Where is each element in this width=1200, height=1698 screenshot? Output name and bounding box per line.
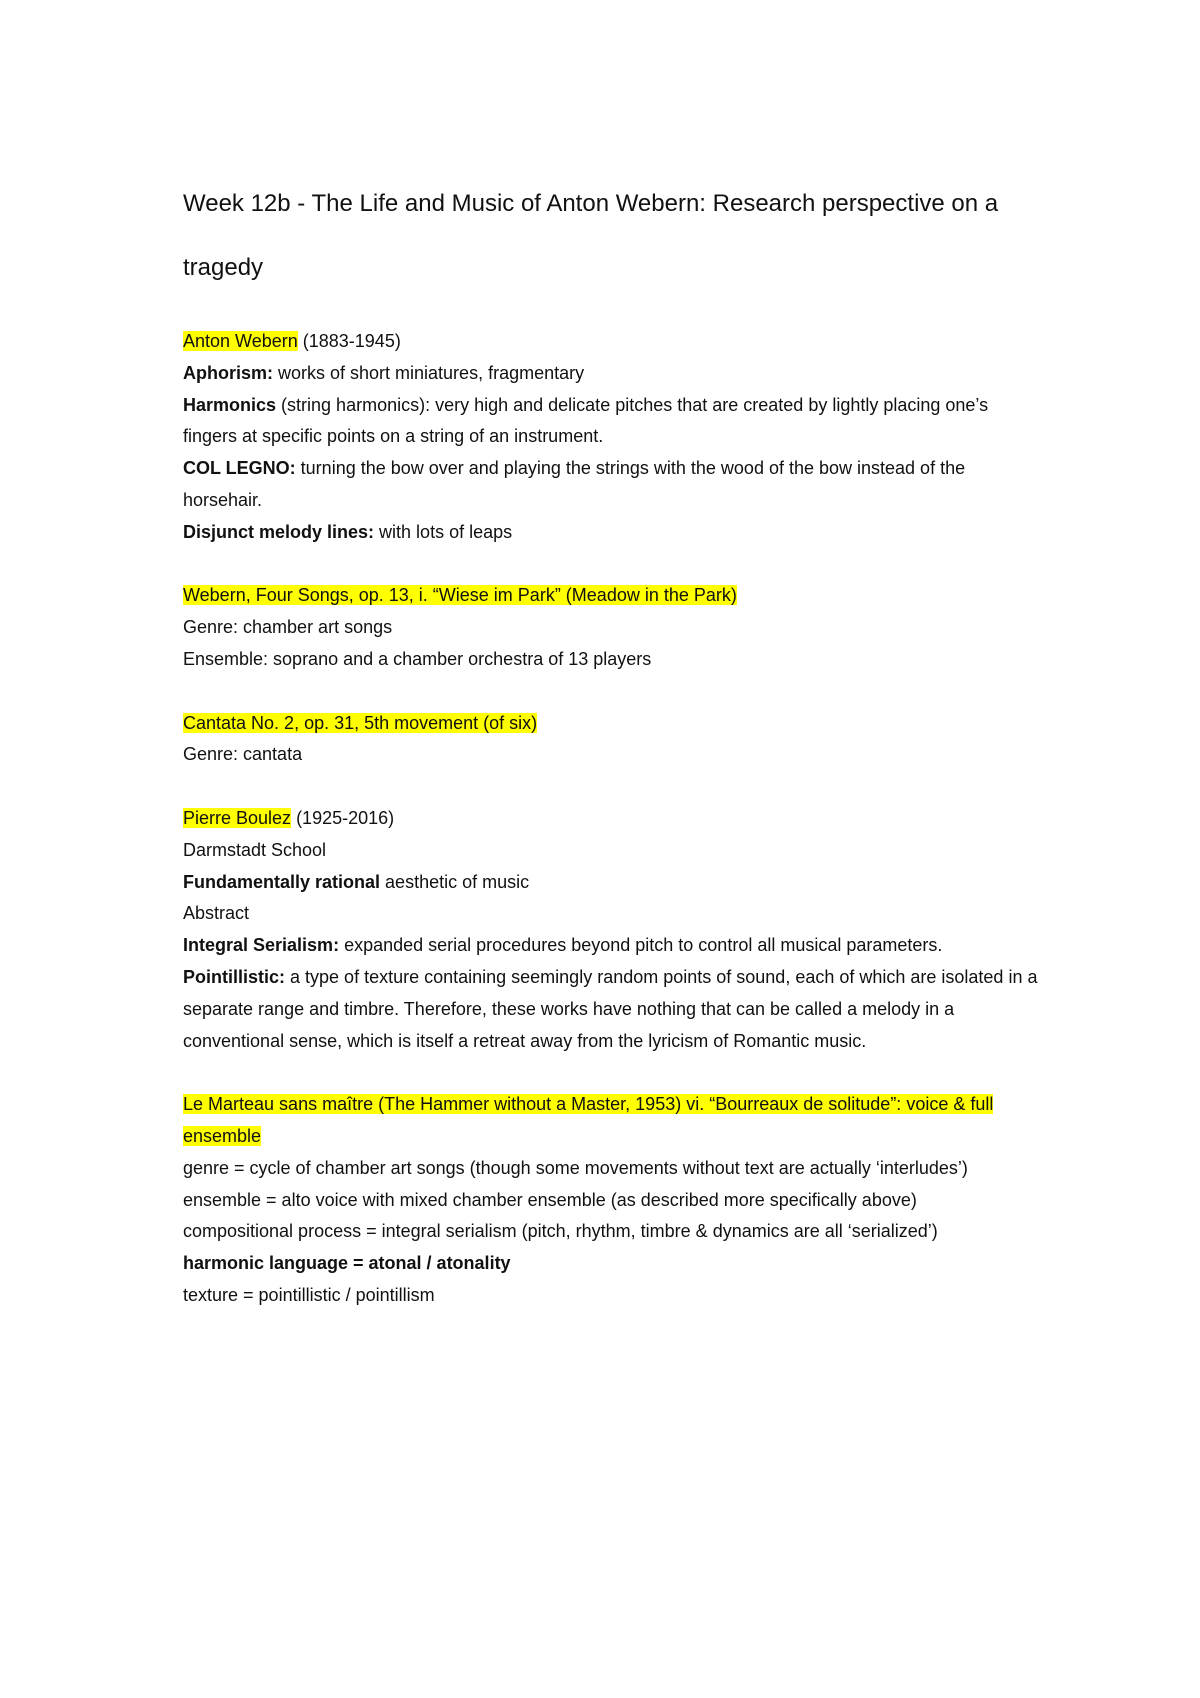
highlighted-heading: Anton Webern bbox=[183, 331, 298, 351]
definition: aesthetic of music bbox=[380, 871, 530, 892]
definition: turning the bow over and playing the strings with the wood of the bow instead of the horsehair. bbox=[183, 458, 966, 510]
term: COL LEGNO: bbox=[183, 458, 296, 479]
section-heading bbox=[183, 708, 1043, 740]
term: Harmonics bbox=[183, 394, 277, 415]
definition-line bbox=[183, 930, 1043, 962]
term: Fundamentally rational bbox=[183, 871, 381, 892]
info-line: compositional process = integral serialism (pitch, rhythm, timbre & dynamics are all ‘serialized’) bbox=[183, 1221, 938, 1242]
heading-dates: (1883-1945) bbox=[297, 331, 401, 351]
heading-dates: (1925-2016) bbox=[291, 807, 395, 828]
term: harmonic language = atonal / atonality bbox=[183, 1253, 511, 1274]
highlighted-heading: Pierre Boulez bbox=[183, 807, 292, 828]
section-four-songs bbox=[183, 580, 1043, 675]
section-pierre-boulez bbox=[183, 803, 1043, 1057]
definition: expanded serial procedures beyond pitch to control all musical parameters. bbox=[339, 935, 943, 956]
definition: a type of texture containing seemingly random points of sound, each of which are isolated in a separate range and timbre. Therefore, these works have nothing that can be called a melody in a conventional sense, which is itself a retreat away from the lyricism of Romantic music. bbox=[183, 966, 1038, 1051]
definition-line bbox=[183, 390, 1043, 454]
definition: (string harmonics): very high and delicate pitches that are created by lightly placing one’s fingers at specific points on a string of an instrument. bbox=[183, 394, 989, 447]
term: Disjunct melody lines: bbox=[183, 521, 375, 542]
section-cantata bbox=[183, 708, 1043, 772]
section-heading bbox=[183, 326, 1043, 358]
page-title: Week 12b - The Life and Music of Anton Webern: Research perspective on a tragedy bbox=[183, 190, 999, 281]
definition-line bbox=[183, 962, 1043, 1057]
info-line: texture = pointillistic / pointillism bbox=[183, 1284, 435, 1305]
definition-line bbox=[183, 867, 1043, 899]
term: Pointillistic: bbox=[183, 966, 286, 987]
document-content bbox=[183, 172, 1043, 1312]
term: Aphorism: bbox=[183, 362, 273, 383]
highlighted-heading: Cantata No. 2, op. 31, 5th movement (of six) bbox=[183, 712, 538, 733]
info-line: Darmstadt School bbox=[183, 839, 327, 860]
info-line: Genre: chamber art songs bbox=[183, 617, 393, 638]
info-line: ensemble = alto voice with mixed chamber ensemble (as described more specifically above) bbox=[183, 1189, 917, 1210]
info-line: genre = cycle of chamber art songs (though some movements without text are actually ‘interludes’) bbox=[183, 1157, 968, 1178]
term: Integral Serialism: bbox=[183, 935, 340, 956]
definition-line bbox=[183, 517, 1043, 549]
definition-line bbox=[183, 1248, 1043, 1280]
highlighted-heading: Webern, Four Songs, op. 13, i. “Wiese im Park” (Meadow in the Park) bbox=[183, 585, 737, 606]
section-anton-webern bbox=[183, 326, 1043, 549]
info-line: Ensemble: soprano and a chamber orchestra of 13 players bbox=[183, 648, 652, 669]
info-line: Abstract bbox=[183, 903, 250, 924]
definition-line bbox=[183, 358, 1043, 390]
section-heading bbox=[183, 803, 1043, 835]
info-line: Genre: cantata bbox=[183, 744, 303, 765]
section-heading bbox=[183, 1089, 1043, 1153]
definition: with lots of leaps bbox=[374, 521, 513, 542]
definition-line bbox=[183, 453, 1043, 517]
section-heading bbox=[183, 580, 1043, 612]
section-le-marteau bbox=[183, 1089, 1043, 1312]
definition: works of short miniatures, fragmentary bbox=[273, 362, 585, 383]
highlighted-heading: Le Marteau sans maître (The Hammer without a Master, 1953) vi. “Bourreaux de solitude”: voice & full ensemble bbox=[183, 1094, 994, 1146]
